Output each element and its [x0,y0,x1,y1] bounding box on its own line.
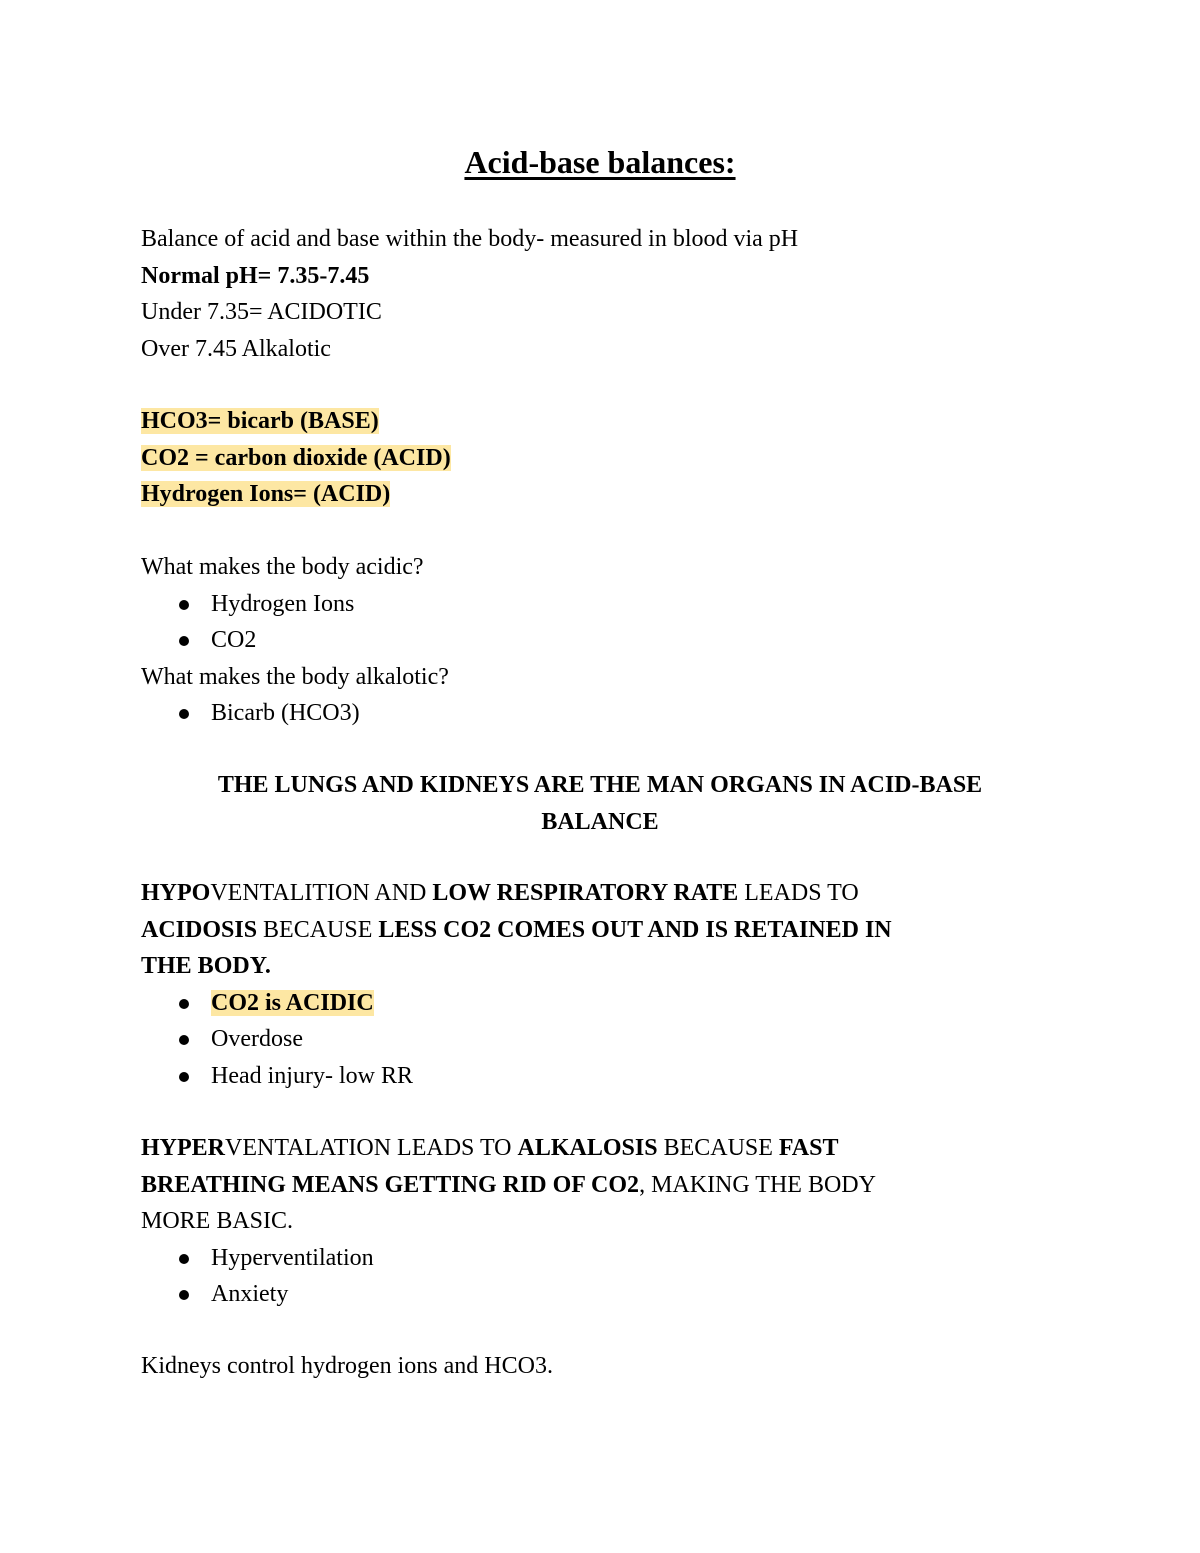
bullet-icon [179,600,189,610]
organs-heading: THE LUNGS AND KIDNEYS ARE THE MAN ORGANS IN ACID-BASE BALANCE [217,772,983,835]
under-line: Under 7.35= ACIDOTIC [141,299,382,325]
acidic-question: What makes the body acidic? [141,554,424,580]
list-item: CO2 [141,622,1041,659]
over-line: Over 7.45 Alkalotic [141,335,331,362]
hypo-line-1: HYPOVENTALITION AND LOW RESPIRATORY RATE LEADS TO [141,880,859,906]
page-title: Acid-base balances: [464,144,736,180]
kidneys-line: Kidneys control hydrogen ions and HCO3. [141,1353,553,1379]
list-item: Head injury- low RR [141,1058,1041,1095]
bullet-icon [179,1290,189,1300]
bullet-icon [179,1072,189,1082]
bullet-icon [179,636,189,646]
definitions-block [141,403,1041,513]
acidic-list [141,586,1041,659]
hyperventilation-section [141,1130,1041,1313]
alkalotic-list [141,695,1041,732]
list-item: Anxiety [141,1276,1041,1313]
intro-block [141,221,1041,367]
hyper-line-1: HYPERVENTALATION LEADS TO ALKALOSIS BECAUSE FAST [141,1135,839,1161]
bullet-icon [179,709,189,719]
acidic-section [141,549,1041,732]
list-item: Bicarb (HCO3) [141,695,1041,732]
hyper-line-2: BREATHING MEANS GETTING RID OF CO2, MAKING THE BODY [141,1171,876,1198]
hydrogen-definition: Hydrogen Ions= (ACID) [141,481,391,507]
hyper-line-3: MORE BASIC. [141,1208,294,1234]
hypo-line-3: THE BODY. [141,953,271,979]
hco3-definition: HCO3= bicarb (BASE) [141,408,379,434]
hypo-line-2: ACIDOSIS BECAUSE LESS CO2 COMES OUT AND IS RETAINED IN [141,916,892,943]
list-item: Hyperventilation [141,1240,1041,1277]
intro-line: Balance of acid and base within the body- measured in blood via pH [141,226,799,252]
hyper-list [141,1240,1041,1313]
co2-definition: CO2 = carbon dioxide (ACID) [141,444,451,471]
bullet-icon [179,1254,189,1264]
bullet-icon [179,999,189,1009]
list-item: CO2 is ACIDIC [141,985,1041,1022]
hypoventilation-section [141,875,1041,1094]
normal-ph-line: Normal pH= 7.35-7.45 [141,262,370,289]
alkalotic-question: What makes the body alkalotic? [141,663,449,690]
bullet-icon [179,1035,189,1045]
list-item: Hydrogen Ions [141,586,1041,623]
list-item: Overdose [141,1021,1041,1058]
hypo-list [141,985,1041,1095]
